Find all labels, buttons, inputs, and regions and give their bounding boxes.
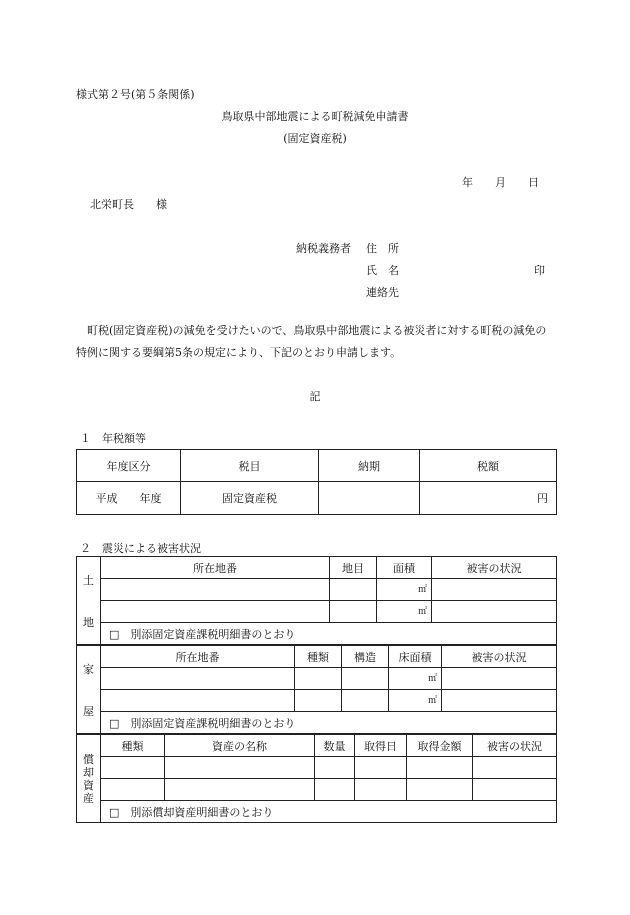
land-header-damage: 被害の状況 xyxy=(432,557,557,579)
section1-heading: １ 年税額等 xyxy=(80,432,146,445)
house-area-cell xyxy=(389,690,442,712)
house-side-char-1: 家 xyxy=(83,662,94,676)
sqm-unit: ㎡ xyxy=(427,674,437,684)
dep-header-type: 種類 xyxy=(101,735,165,757)
house-cell xyxy=(342,668,389,690)
land-side-char-2: 地 xyxy=(83,615,94,629)
land-cell xyxy=(432,579,557,601)
address-label: 住 所 xyxy=(366,242,399,255)
depreciable-side-char-3: 資 xyxy=(83,778,94,792)
house-note: □ 別添固定資産課税明細書のとおり xyxy=(101,712,557,734)
dep-cell xyxy=(165,757,315,779)
document-title: 鳥取県中部地震による町税減免申請書 xyxy=(221,110,409,123)
ki-mark: 記 xyxy=(309,390,321,403)
form-number: 様式第２号(第５条関係) xyxy=(76,88,195,101)
land-cell xyxy=(101,601,330,623)
land-header-location: 所在地番 xyxy=(101,557,330,579)
land-area-cell xyxy=(377,601,432,623)
land-header-category: 地目 xyxy=(330,557,377,579)
applicant-role: 納税義務者 xyxy=(296,242,351,255)
depreciable-side-label xyxy=(77,735,101,823)
house-cell xyxy=(442,690,557,712)
dep-header-quantity: 数量 xyxy=(315,735,355,757)
document-subtitle: (固定資産税) xyxy=(283,132,347,145)
house-header-type: 種類 xyxy=(295,646,342,668)
section2-heading: ２ 震災による被害状況 xyxy=(80,542,201,555)
dep-cell xyxy=(355,757,407,779)
name-label: 氏 名 xyxy=(366,264,399,277)
house-header-floor-area: 床面積 xyxy=(389,646,442,668)
land-cell xyxy=(330,579,377,601)
header-year: 年度区分 xyxy=(77,450,181,482)
land-cell xyxy=(330,601,377,623)
house-area-cell xyxy=(389,668,442,690)
header-tax-item: 税目 xyxy=(181,450,319,482)
header-period: 納期 xyxy=(319,450,420,482)
body-text: 町税(固定資産税)の減免を受けたいので、鳥取県中部地震による被災者に対する町税の減免の特例に関する要綱第5条の規定により、下記のとおり申請します。 xyxy=(76,324,547,359)
depreciable-side-char-1: 償 xyxy=(83,752,94,766)
house-cell xyxy=(442,668,557,690)
house-cell xyxy=(342,690,389,712)
depreciable-side-char-4: 産 xyxy=(83,791,94,805)
dep-cell xyxy=(473,757,557,779)
land-cell xyxy=(432,601,557,623)
dep-cell xyxy=(315,757,355,779)
dep-cell xyxy=(315,779,355,801)
depreciable-table xyxy=(76,734,557,823)
dep-cell xyxy=(165,779,315,801)
land-note: □ 別添固定資産課税明細書のとおり xyxy=(101,623,557,645)
seal-mark: 印 xyxy=(534,264,545,277)
dep-header-acq-amount: 取得金額 xyxy=(407,735,473,757)
house-side-char-2: 屋 xyxy=(83,704,94,718)
house-cell xyxy=(101,690,295,712)
dep-cell xyxy=(101,757,165,779)
dep-header-damage: 被害の状況 xyxy=(473,735,557,757)
addressee: 北栄町長 様 xyxy=(90,198,167,211)
dep-header-name: 資産の名称 xyxy=(165,735,315,757)
house-header-structure: 構造 xyxy=(342,646,389,668)
land-cell xyxy=(101,579,330,601)
cell-tax-item: 固定資産税 xyxy=(181,482,319,515)
contact-label: 連絡先 xyxy=(366,286,399,299)
dep-cell xyxy=(473,779,557,801)
annual-tax-table xyxy=(76,449,557,515)
house-header-damage: 被害の状況 xyxy=(442,646,557,668)
house-cell xyxy=(295,690,342,712)
sqm-unit: ㎡ xyxy=(417,585,427,595)
cell-year: 平成 年度 xyxy=(77,482,181,515)
sqm-unit: ㎡ xyxy=(417,607,427,617)
dep-cell xyxy=(355,779,407,801)
house-cell xyxy=(101,668,295,690)
land-area-cell xyxy=(377,579,432,601)
house-header-location: 所在地番 xyxy=(101,646,295,668)
depreciable-note: □ 別添償却資産明細書のとおり xyxy=(101,801,557,823)
cell-period xyxy=(319,482,420,515)
land-side-char-1: 土 xyxy=(83,573,94,587)
house-side-label xyxy=(77,646,101,734)
date-line: 年 月 日 xyxy=(462,176,539,189)
house-table xyxy=(76,645,557,734)
house-cell xyxy=(295,668,342,690)
dep-cell xyxy=(101,779,165,801)
header-amount: 税額 xyxy=(420,450,557,482)
land-side-label xyxy=(77,557,101,645)
cell-amount-unit: 円 xyxy=(420,482,557,515)
dep-cell xyxy=(407,779,473,801)
dep-header-acq-date: 取得日 xyxy=(355,735,407,757)
sqm-unit: ㎡ xyxy=(427,696,437,706)
dep-cell xyxy=(407,757,473,779)
land-header-area: 面積 xyxy=(377,557,432,579)
land-table xyxy=(76,556,557,645)
depreciable-side-char-2: 却 xyxy=(83,765,94,779)
